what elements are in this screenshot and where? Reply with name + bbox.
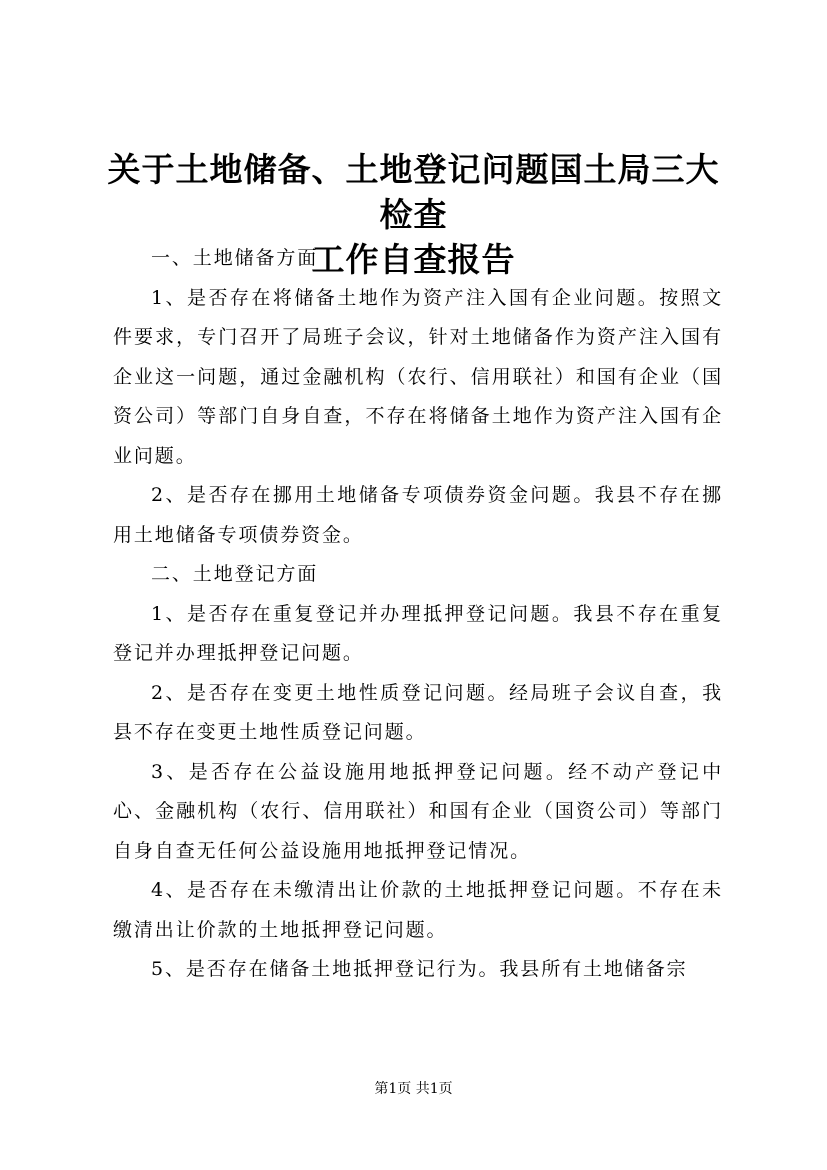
paragraph: 5、是否存在储备土地抵押登记行为。我县所有土地储备宗: [151, 958, 688, 980]
title-line-2: 工作自查报告: [311, 240, 516, 279]
paragraph: 1、是否存在重复登记并办理抵押登记问题。我县不存在重复登记并办理抵押登记问题。: [113, 602, 723, 664]
paragraph: 2、是否存在变更土地性质登记问题。经局班子会议自查，我县不存在变更土地性质登记问题。: [113, 681, 723, 743]
section-heading-land-registration: 二、土地登记方面: [151, 563, 319, 585]
paragraph: 1、是否存在将储备土地作为资产注入国有企业问题。按照文件要求，专门召开了局班子会议，针对土地储备作为资产注入国有企业这一问题，通过金融机构（农行、信用联社）和国有企业（国资公司）等部门自身自查，不存在将储备土地作为资产注入国有企业问题。: [113, 286, 723, 467]
paragraph: 3、是否存在公益设施用地抵押登记问题。经不动产登记中心、金融机构（农行、信用联社）和国有企业（国资公司）等部门自身自查无任何公益设施用地抵押登记情况。: [113, 760, 723, 862]
section-heading-land-reserve: 一、土地储备方面: [151, 247, 319, 269]
paragraph: 4、是否存在未缴清出让价款的土地抵押登记问题。不存在未缴清出让价款的土地抵押登记问题。: [113, 879, 723, 941]
document-body: [113, 239, 723, 990]
paragraph: 2、是否存在挪用土地储备专项债券资金问题。我县不存在挪用土地储备专项债券资金。: [113, 484, 723, 546]
title-line-1: 关于土地储备、土地登记问题国土局三大检查: [107, 150, 720, 234]
page-number-footer: 第1页 共1页: [374, 1081, 453, 1097]
